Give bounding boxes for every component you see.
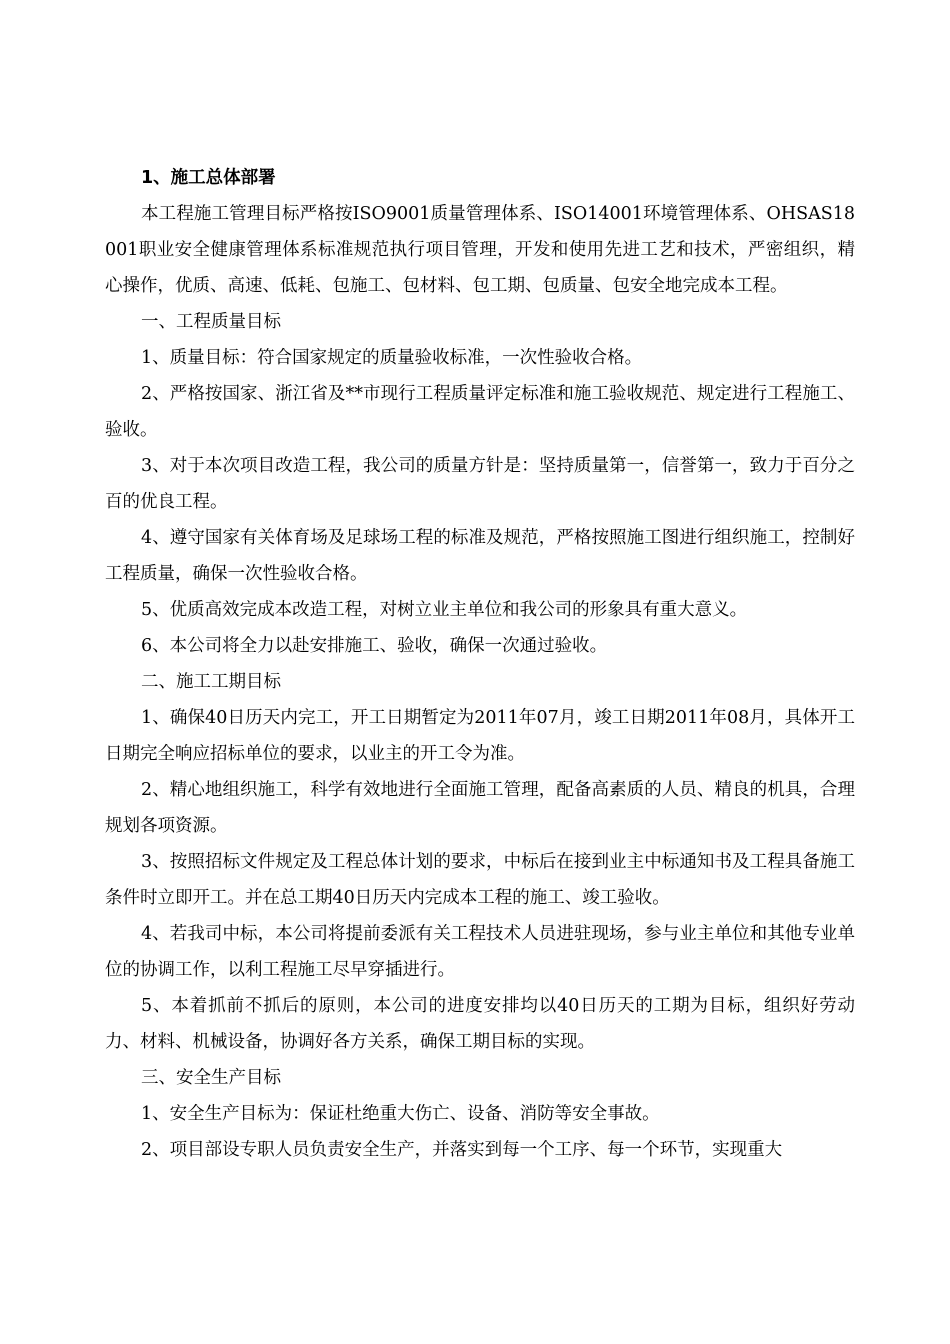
quality-item-3: 3、对于本次项目改造工程，我公司的质量方针是：坚持质量第一，信誉第一，致力于百分之百的优良工程。	[105, 456, 855, 512]
quality-item-4: 4、遵守国家有关体育场及足球场工程的标准及规范，严格按照施工图进行组织施工，控制好工程质量，确保一次性验收合格。	[105, 528, 855, 584]
quality-item-6: 6、本公司将全力以赴安排施工、验收，确保一次通过验收。	[141, 636, 608, 656]
intro-paragraph: 本工程施工管理目标严格按ISO9001质量管理体系、ISO14001环境管理体系、OHSAS18001职业安全健康管理体系标准规范执行项目管理，开发和使用先进工艺和技术，严密组织，精心操作，优质、高速、低耗、包施工、包材料、包工期、包质量、包安全地完成本工程。	[105, 204, 855, 296]
schedule-item-3: 3、按照招标文件规定及工程总体计划的要求，中标后在接到业主中标通知书及工程具备施工条件时立即开工。并在总工期40日历天内完成本工程的施工、竣工验收。	[105, 852, 855, 908]
quality-item-2: 2、严格按国家、浙江省及**市现行工程质量评定标准和施工验收规范、规定进行工程施工、验收。	[105, 384, 855, 440]
safety-item-2: 2、项目部设专职人员负责安全生产，并落实到每一个工序、每一个环节，实现重大	[141, 1140, 783, 1160]
section-title-schedule: 二、施工工期目标	[141, 672, 281, 692]
schedule-item-2: 2、精心地组织施工，科学有效地进行全面施工管理，配备高素质的人员、精良的机具，合理规划各项资源。	[105, 780, 855, 836]
document-heading: 1、施工总体部署	[141, 168, 276, 188]
schedule-item-5: 5、本着抓前不抓后的原则，本公司的进度安排均以40日历天的工期为目标，组织好劳动力、材料、机械设备，协调好各方关系，确保工期目标的实现。	[105, 996, 855, 1052]
quality-item-5: 5、优质高效完成本改造工程，对树立业主单位和我公司的形象具有重大意义。	[141, 600, 748, 620]
section-title-safety: 三、安全生产目标	[141, 1068, 281, 1088]
safety-item-1: 1、安全生产目标为：保证杜绝重大伤亡、设备、消防等安全事故。	[141, 1104, 660, 1124]
schedule-item-4: 4、若我司中标，本公司将提前委派有关工程技术人员进驻现场，参与业主单位和其他专业单位的协调工作，以利工程施工尽早穿插进行。	[105, 924, 855, 980]
quality-item-1: 1、质量目标：符合国家规定的质量验收标准，一次性验收合格。	[141, 348, 643, 368]
document-body	[105, 160, 855, 1168]
section-title-quality: 一、工程质量目标	[141, 312, 281, 332]
schedule-item-1: 1、确保40日历天内完工，开工日期暂定为2011年07月，竣工日期2011年08月，具体开工日期完全响应招标单位的要求，以业主的开工令为准。	[105, 708, 855, 764]
